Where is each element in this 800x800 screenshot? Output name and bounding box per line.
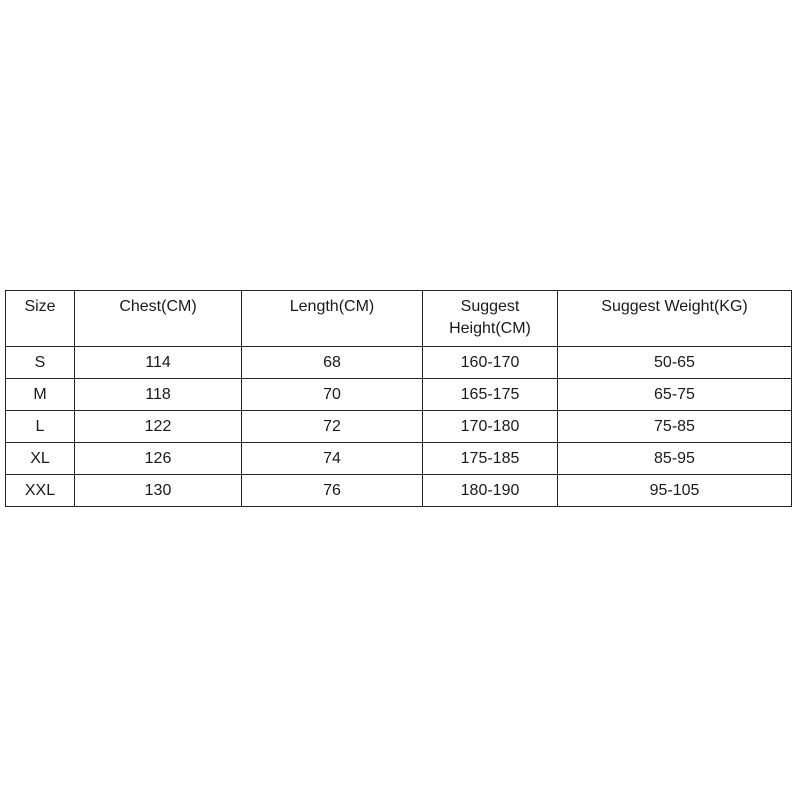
cell-weight: 75-85	[558, 411, 792, 443]
cell-height: 160-170	[423, 347, 558, 379]
header-suggest-weight: Suggest Weight(KG)	[558, 291, 792, 347]
cell-size: XL	[6, 443, 75, 475]
table-header-row	[6, 291, 792, 347]
cell-length: 68	[242, 347, 423, 379]
cell-height: 170-180	[423, 411, 558, 443]
cell-weight: 50-65	[558, 347, 792, 379]
table-row	[6, 443, 792, 475]
cell-length: 70	[242, 379, 423, 411]
cell-weight: 65-75	[558, 379, 792, 411]
cell-weight: 85-95	[558, 443, 792, 475]
cell-length: 72	[242, 411, 423, 443]
table-row	[6, 475, 792, 507]
cell-length: 76	[242, 475, 423, 507]
table-row	[6, 379, 792, 411]
cell-chest: 114	[75, 347, 242, 379]
cell-size: M	[6, 379, 75, 411]
cell-weight: 95-105	[558, 475, 792, 507]
cell-size: XXL	[6, 475, 75, 507]
table-row	[6, 411, 792, 443]
size-chart-table	[5, 290, 792, 507]
cell-chest: 130	[75, 475, 242, 507]
header-length: Length(CM)	[242, 291, 423, 347]
header-chest: Chest(CM)	[75, 291, 242, 347]
cell-size: S	[6, 347, 75, 379]
cell-chest: 126	[75, 443, 242, 475]
header-size: Size	[6, 291, 75, 347]
cell-chest: 122	[75, 411, 242, 443]
cell-height: 165-175	[423, 379, 558, 411]
cell-length: 74	[242, 443, 423, 475]
cell-height: 175-185	[423, 443, 558, 475]
cell-chest: 118	[75, 379, 242, 411]
cell-height: 180-190	[423, 475, 558, 507]
cell-size: L	[6, 411, 75, 443]
header-suggest-height: Suggest Height(CM)	[423, 291, 558, 347]
table-row	[6, 347, 792, 379]
